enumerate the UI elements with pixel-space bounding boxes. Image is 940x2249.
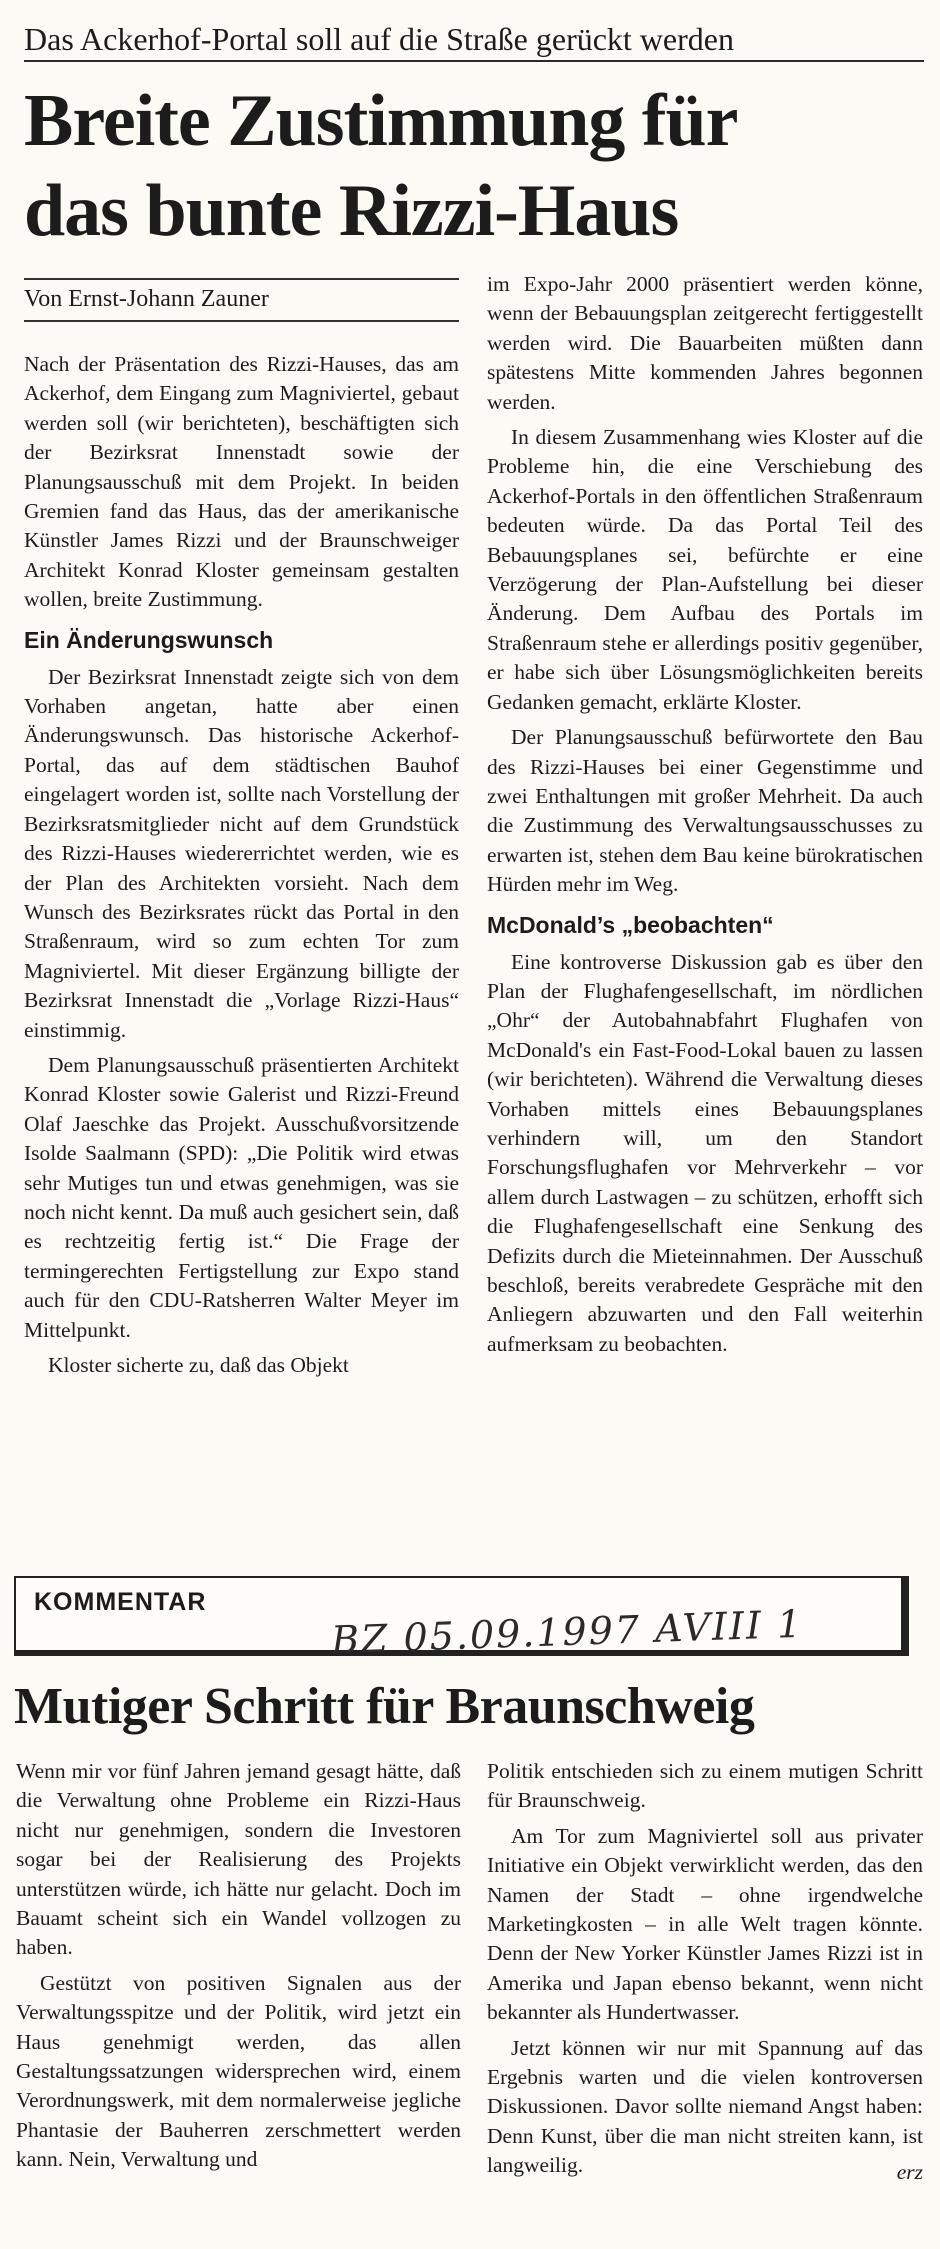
kommentar-headline: Mutiger Schritt für Braunschweig [14, 1678, 755, 1735]
article-paragraph: In diesem Zusammenhang wies Kloster auf die Probleme hin, die eine Verschiebung des Ackerhof-Portals in den öffentlichen Straßenraum bedeuten würde. Da das Portal Teil des Bebauungsplanes sei, befürchte er eine Verzögerung der Plan-Aufstellung bei dieser Änderung. Dem Aufbau des Portals im Straßenraum stehe er allerdings positiv gegenüber, er habe sich über Lösungsmöglichkeiten bereits Gedanken gemacht, erklärte Kloster. [487, 425, 923, 714]
article-paragraph: Der Planungsausschuß befürwortete den Bau des Rizzi-Hauses bei einer Gegenstimme und zwei Enthaltungen mit großer Mehrheit. Da auch die Zustimmung des Verwaltungsausschusses zu erwarten ist, stehen dem Bau keine bürokratischen Hürden mehr im Weg. [487, 725, 923, 897]
article-byline: Von Ernst-Johann Zauner [24, 278, 459, 322]
headline-line-1: Breite Zustimmung für [24, 80, 738, 162]
article-headline [24, 76, 924, 256]
article-subhead: Ein Änderungswunsch [24, 626, 274, 653]
kommentar-label: KOMMENTAR [34, 1588, 207, 1616]
article-paragraph: Der Bezirksrat Innenstadt zeigte sich von dem Vorhaben angetan, hatte aber einen Änderungswunsch. Das historische Ackerhof-Portal, das auf dem städtischen Bauhof eingelagert worden ist, sollte nach Vorstellung der Bezirksratsmitglieder nicht auf dem Grundstück des Rizzi-Hauses wiedererrichtet werden, wie es der Plan des Architekten vorsieht. Nach dem Wunsch des Bezirksrates rückt das Portal in den Straßenraum, wird so zum echten Tor zum Magniviertel. Mit dieser Ergänzung billigte der Bezirksrat Innenstadt die „Vorlage Rizzi-Haus“ einstimmig. [24, 664, 459, 1042]
kommentar-paragraph: Jetzt können wir nur mit Spannung auf das Ergebnis warten und die vielen kontroversen Diskussionen. Davor sollte niemand Angst haben: Denn Kunst, über die man nicht streiten kann, ist langweilig. [487, 2035, 923, 2178]
article-paragraph: Nach der Präsentation des Rizzi-Hauses, das am Ackerhof, dem Eingang zum Magniviertel, gebaut werden soll (wir berichteten), beschäftigten sich der Bezirksrat Innenstadt sowie der Planungsausschuß mit dem Projekt. In beiden Gremien fand das Haus, das der amerikanische Künstler James Rizzi und der Braunschweiger Architekt Konrad Kloster gemeinsam gestalten wollen, breite Zustimmung. [24, 352, 459, 612]
article-column-2 [487, 270, 923, 1365]
article-paragraph: Kloster sicherte zu, daß das Objekt [48, 1353, 349, 1377]
kommentar-paragraph: Am Tor zum Magniviertel soll aus privater Initiative ein Objekt verwirklicht werden, das den Namen der Stadt – ohne irgendwelche Marketingkosten – in alle Welt tragen könnte. Denn der New Yorker Künstler James Rizzi ist in Amerika und Japan ebenso bekannt, wenn nicht bekannter als Hundertwasser. [487, 1823, 923, 2025]
handwritten-archive-note: BZ 05.09.1997 AVIII 1 [330, 1601, 804, 1663]
article-kicker: Das Ackerhof-Portal soll auf die Straße gerückt werden [24, 20, 924, 62]
article-paragraph: im Expo-Jahr 2000 präsentiert werden könne, wenn der Bebauungsplan zeitgerecht fertiggestellt werden wird. Die Bauarbeiten müßten dann spätestens Mitte kommenden Jahres begonnen werden. [487, 272, 923, 414]
kommentar-paragraph: Gestützt von positiven Signalen aus der Verwaltungsspitze und der Politik, wird jetzt ein Haus genehmigt werden, das allen Gestaltungssatzungen widersprechen wird, einem Verordnungswerk, mit dem normalerweise jegliche Phantasie der Bauherren zerschmettert werden kann. Nein, Verwaltung und [16, 1970, 461, 2172]
article-paragraph: Dem Planungsausschuß präsentierten Architekt Konrad Kloster sowie Galerist und Rizzi-Freund Olaf Jaeschke das Projekt. Ausschußvorsitzende Isolde Saalmann (SPD): „Die Politik wird etwas sehr Mutiges tun und etwas genehmigen, was sie noch nicht kennt. Da muß auch gesichert sein, daß es rechtzeitig fertig ist.“ Die Frage der termingerechten Fertigstellung zur Expo stand auch für den CDU-Ratsherren Walter Meyer im Mittelpunkt. [24, 1052, 459, 1342]
kommentar-column-1 [16, 1757, 461, 2181]
author-signature: erz [896, 2159, 923, 2184]
kommentar-paragraph: Politik entschieden sich zu einem mutigen Schritt für Braunschweig. [487, 1759, 923, 1813]
kommentar-paragraph: Wenn mir vor fünf Jahren jemand gesagt hätte, daß die Verwaltung ohne Probleme ein Rizzi-Haus nicht nur genehmigen, sondern die Investoren sogar bei der Realisierung des Projekts unterstützen würde, ich hätte nur gelacht. Doch im Bauamt scheint sich ein Wandel vollzogen zu haben. [16, 1759, 461, 1960]
article-column-1 [24, 350, 459, 1386]
kommentar-column-2 [487, 1757, 923, 2187]
article-paragraph: Eine kontroverse Diskussion gab es über den Plan der Flughafengesellschaft, im nördlichen „Ohr“ der Autobahnabfahrt Flughafen von McDonald's ein Fast-Food-Lokal bauen zu lassen (wir berichteten). Während die Verwaltung dieses Vorhaben mittels eines Bebauungsplanes verhindern will, um den Standort Forschungsflughafen vor Mehrverkehr – vor allem durch Lastwagen – zu schützen, erhofft sich die Flughafengesellschaft eine Senkung des Defizits durch die Mieteinnahmen. Der Ausschuß beschloß, bereits verabredete Gespräche mit den Anliegern abzuwarten und den Fall weiterhin aufmerksam zu beobachten. [487, 949, 923, 1356]
kommentar-box [14, 1576, 909, 1663]
headline-line-2: das bunte Rizzi-Haus [24, 170, 679, 252]
article-subhead: McDonald’s „beobachten“ [487, 911, 774, 938]
